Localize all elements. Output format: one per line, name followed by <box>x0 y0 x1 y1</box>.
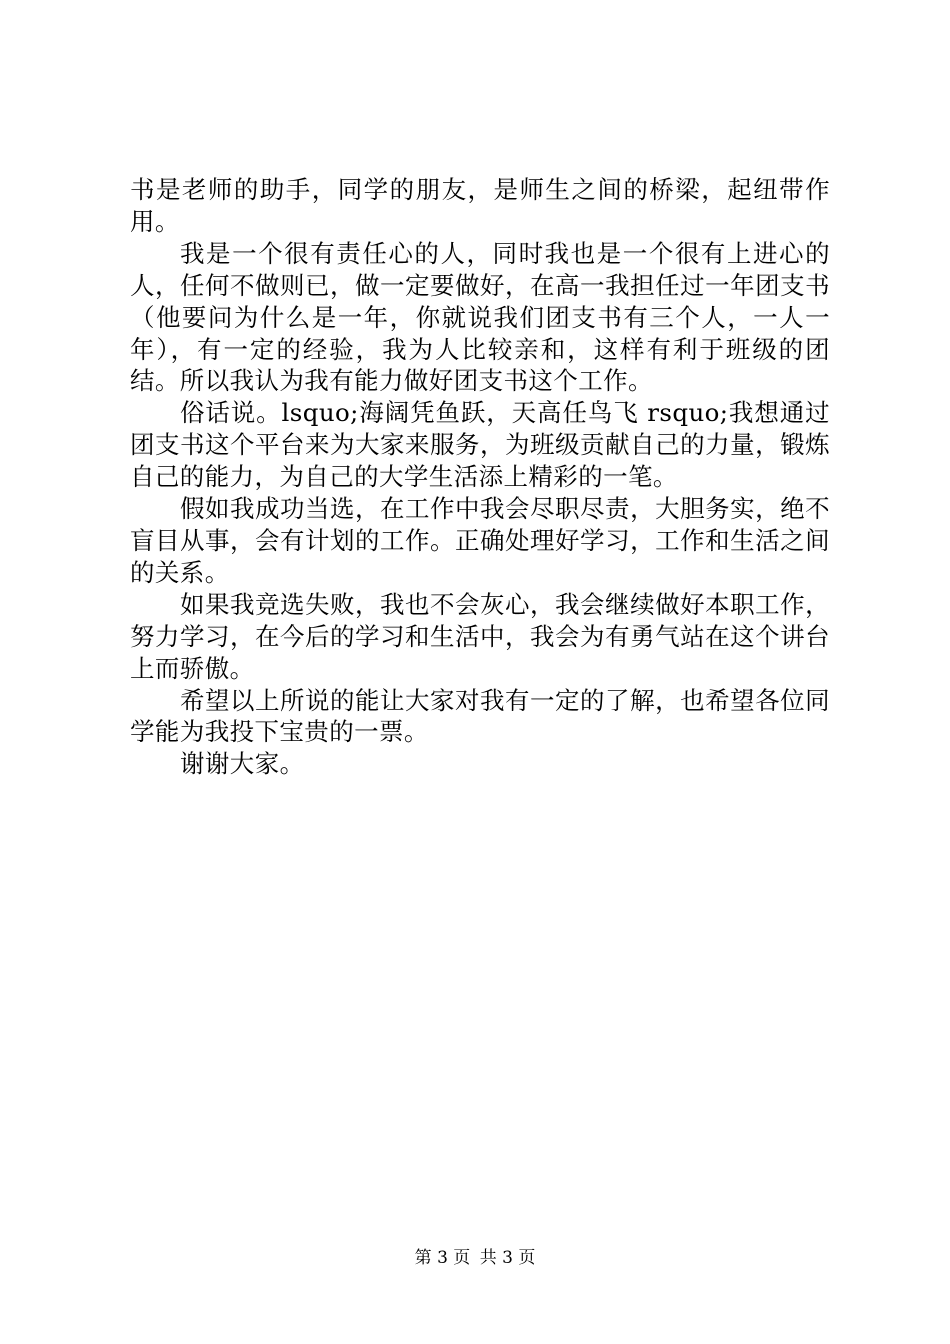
document-body <box>130 174 830 780</box>
paragraph-if-defeated: 如果我竞选失败，我也不会灰心，我会继续做好本职工作，努力学习，在今后的学习和生活中，我会为有勇气站在这个讲台上而骄傲。 <box>130 589 830 683</box>
page-number: 第 3 页 <box>414 1248 471 1268</box>
paragraph-proverb: 俗话说。lsquo;海阔凭鱼跃，天高任鸟飞 rsquo;我想通过团支书这个平台来为大家来服务，为班级贡献自己的力量，锻炼自己的能力，为自己的大学生活添上精彩的一笔。 <box>130 398 830 492</box>
paragraph-thanks: 谢谢大家。 <box>180 749 305 779</box>
page-footer <box>0 1243 950 1268</box>
paragraph-if-elected: 假如我成功当选，在工作中我会尽职尽责，大胆务实，绝不盲目从事，会有计划的工作。正确处理好学习，工作和生活之间的关系。 <box>130 494 830 587</box>
page-total: 共 3 页 <box>479 1248 536 1268</box>
paragraph-hope: 希望以上所说的能让大家对我有一定的了解，也希望各位同学能为我投下宝贵的一票。 <box>130 685 830 747</box>
paragraph-responsibility: 我是一个很有责任心的人，同时我也是一个很有上进心的人，任何不做则已，做一定要做好，在高一我担任过一年团支书（他要问为什么是一年，你就说我们团支书有三个人，一人一年），有一定的经验，我为人比较亲和，这样有利于班级的团结。所以我认为我有能力做好团支书这个工作。 <box>130 238 830 396</box>
paragraph-continuation: 书是老师的助手，同学的朋友，是师生之间的桥梁，起纽带作用。 <box>130 175 830 236</box>
